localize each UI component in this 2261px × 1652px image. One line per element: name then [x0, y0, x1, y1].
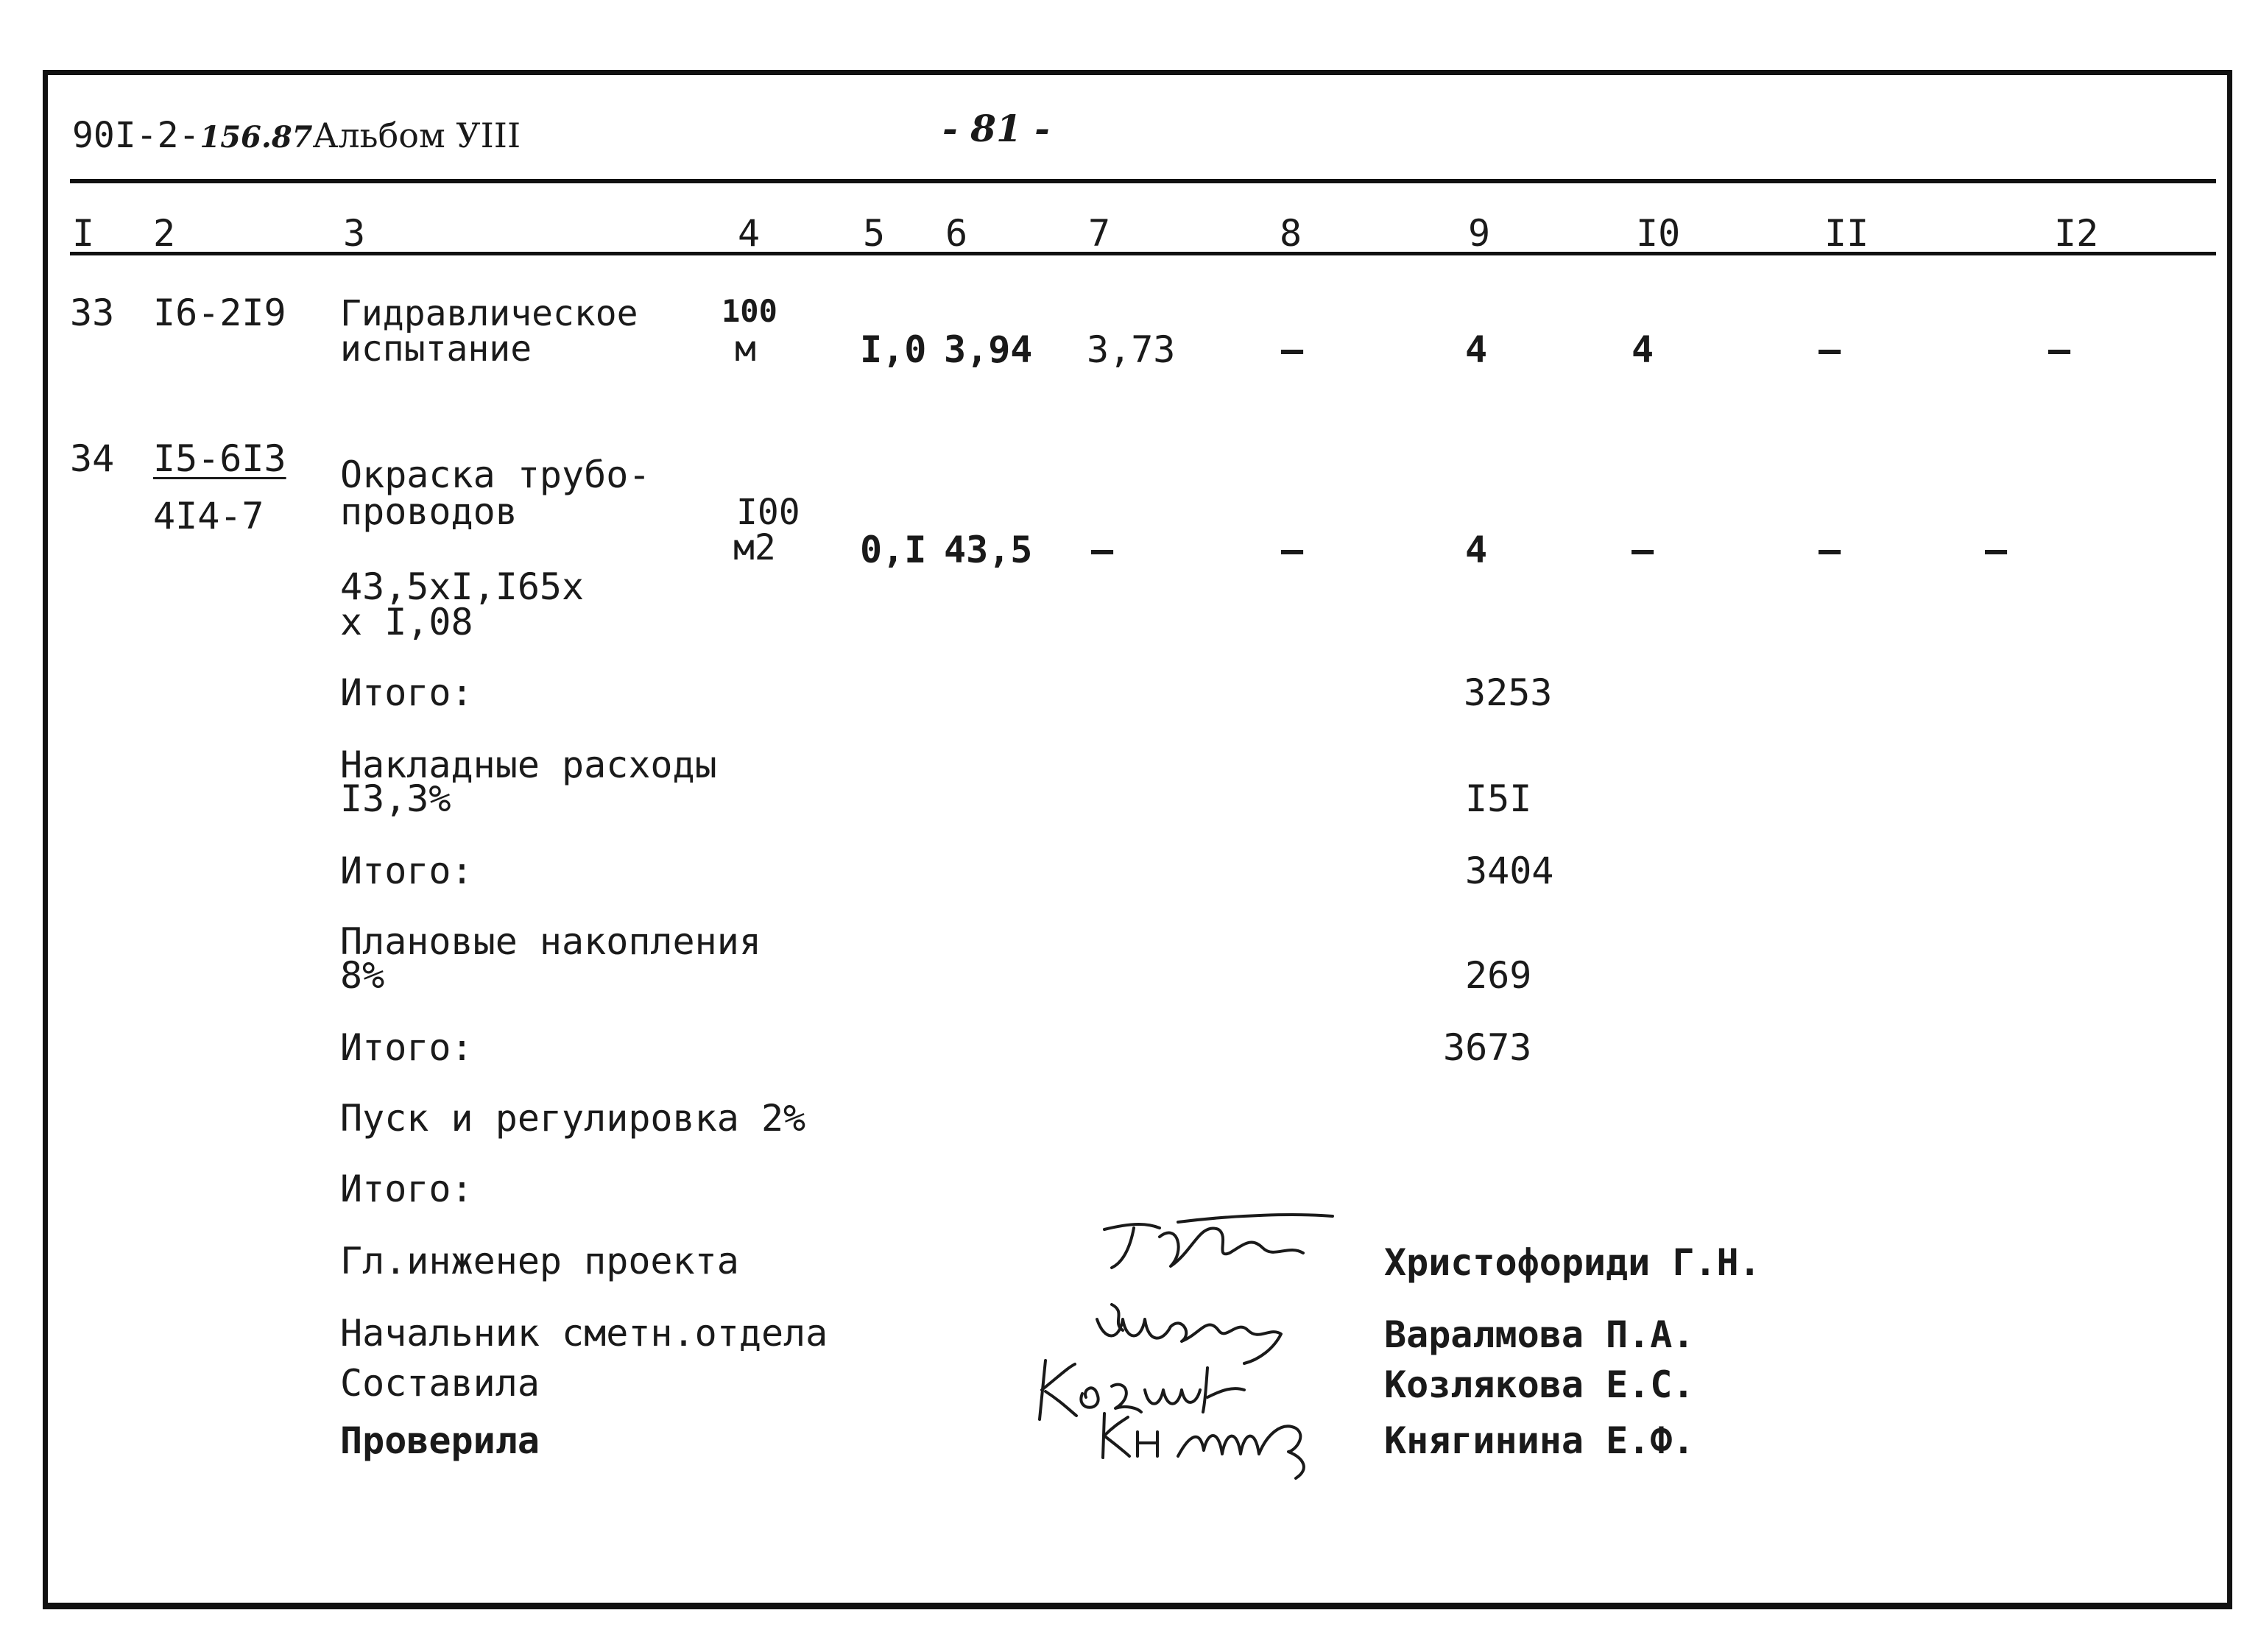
row-col6: 3,94: [944, 328, 1033, 371]
col-header-6: 6: [945, 212, 968, 255]
row-col12: –: [2048, 328, 2071, 371]
row-name-line-1: Окраска трубо-: [340, 453, 651, 496]
total-label: Итого:: [340, 1168, 473, 1210]
signature-name: Княгинина Е.Ф.: [1384, 1419, 1695, 1462]
row-code: I6-2I9: [153, 292, 286, 334]
row-code-top: I5-6I3: [153, 437, 286, 480]
row-col7: 3,73: [1087, 328, 1176, 371]
row-unit-line-2: м: [735, 328, 756, 370]
row-formula-line-1: 43,5хI,I65х: [340, 565, 585, 608]
row-number: 34: [70, 437, 115, 480]
row-col6: 43,5: [944, 529, 1033, 571]
col-header-4: 4: [738, 212, 761, 255]
subtotal-label: Итого:: [340, 671, 473, 714]
overhead-value: I5I: [1465, 777, 1532, 820]
overhead-label-line-2: I3,3%: [340, 777, 451, 820]
page-number: - 81 -: [942, 107, 1050, 150]
row-code-bottom: 4I4-7: [153, 495, 264, 537]
album-label: Альбом УIII: [312, 116, 521, 155]
row-unit-line-1: 100: [722, 293, 777, 329]
subtotal-value: 3404: [1465, 850, 1554, 892]
planned-savings-value: 269: [1465, 954, 1532, 997]
row-col10: 4: [1632, 328, 1654, 371]
signature-name: Козлякова Е.С.: [1384, 1363, 1695, 1406]
signature-role: Проверила: [340, 1419, 540, 1462]
col-header-12: I2: [2054, 212, 2099, 255]
handwritten-signature-1: [1090, 1207, 1340, 1296]
subtotal-value: 3673: [1443, 1026, 1532, 1069]
row-name-line-2: испытание: [340, 328, 532, 370]
columns-rule: [70, 252, 2216, 255]
col-header-10: I0: [1636, 212, 1681, 255]
row-col9: 4: [1465, 328, 1488, 371]
row-name-line-1: Гидравлическое: [340, 293, 638, 334]
row-col9: 4: [1465, 529, 1488, 571]
col-header-11: II: [1824, 212, 1869, 255]
signature-name: Христофориди Г.Н.: [1384, 1241, 1761, 1284]
row-col12: –: [1985, 529, 2008, 571]
document-code: [72, 115, 521, 156]
row-col5: I,0: [860, 328, 927, 371]
row-col11: –: [1819, 328, 1841, 371]
row-col8: –: [1281, 529, 1304, 571]
col-header-5: 5: [863, 212, 886, 255]
subtotal-label: Итого:: [340, 1026, 473, 1069]
row-col5: 0,I: [860, 529, 927, 571]
commissioning-label: Пуск и регулировка 2%: [340, 1097, 806, 1140]
overhead-label-line-1: Накладные расходы: [340, 744, 717, 786]
subtotal-value: 3253: [1464, 671, 1553, 714]
signature-name: Варалмова П.А.: [1384, 1313, 1695, 1356]
planned-savings-label-line-2: 8%: [340, 954, 385, 997]
col-header-8: 8: [1280, 212, 1302, 255]
header-rule: [70, 179, 2216, 183]
signature-role: Начальник сметн.отдела: [340, 1312, 828, 1355]
col-header-9: 9: [1468, 212, 1491, 255]
subtotal-label: Итого:: [340, 850, 473, 892]
row-unit-line-2: м2: [733, 527, 776, 568]
row-col11: –: [1819, 529, 1841, 571]
document-code-prefix: 90I-2-: [72, 115, 200, 156]
row-unit-line-1: I00: [736, 492, 800, 533]
row-col8: –: [1281, 328, 1304, 371]
signature-role: Гл.инженер проекта: [340, 1240, 739, 1282]
row-col10: –: [1632, 529, 1654, 571]
planned-savings-label-line-1: Плановые накопления: [340, 920, 761, 963]
row-number: 33: [70, 292, 115, 334]
col-header-7: 7: [1088, 212, 1111, 255]
row-col7: –: [1091, 529, 1114, 571]
col-header-1: I: [72, 212, 95, 255]
col-header-2: 2: [153, 212, 176, 255]
document-code-handwritten: 156.87: [200, 120, 313, 155]
row-formula-line-2: х I,08: [340, 601, 473, 643]
handwritten-signature-4: [1097, 1399, 1333, 1480]
col-header-3: 3: [343, 212, 366, 255]
signature-role: Составила: [340, 1362, 540, 1405]
row-name-line-2: проводов: [340, 490, 518, 533]
